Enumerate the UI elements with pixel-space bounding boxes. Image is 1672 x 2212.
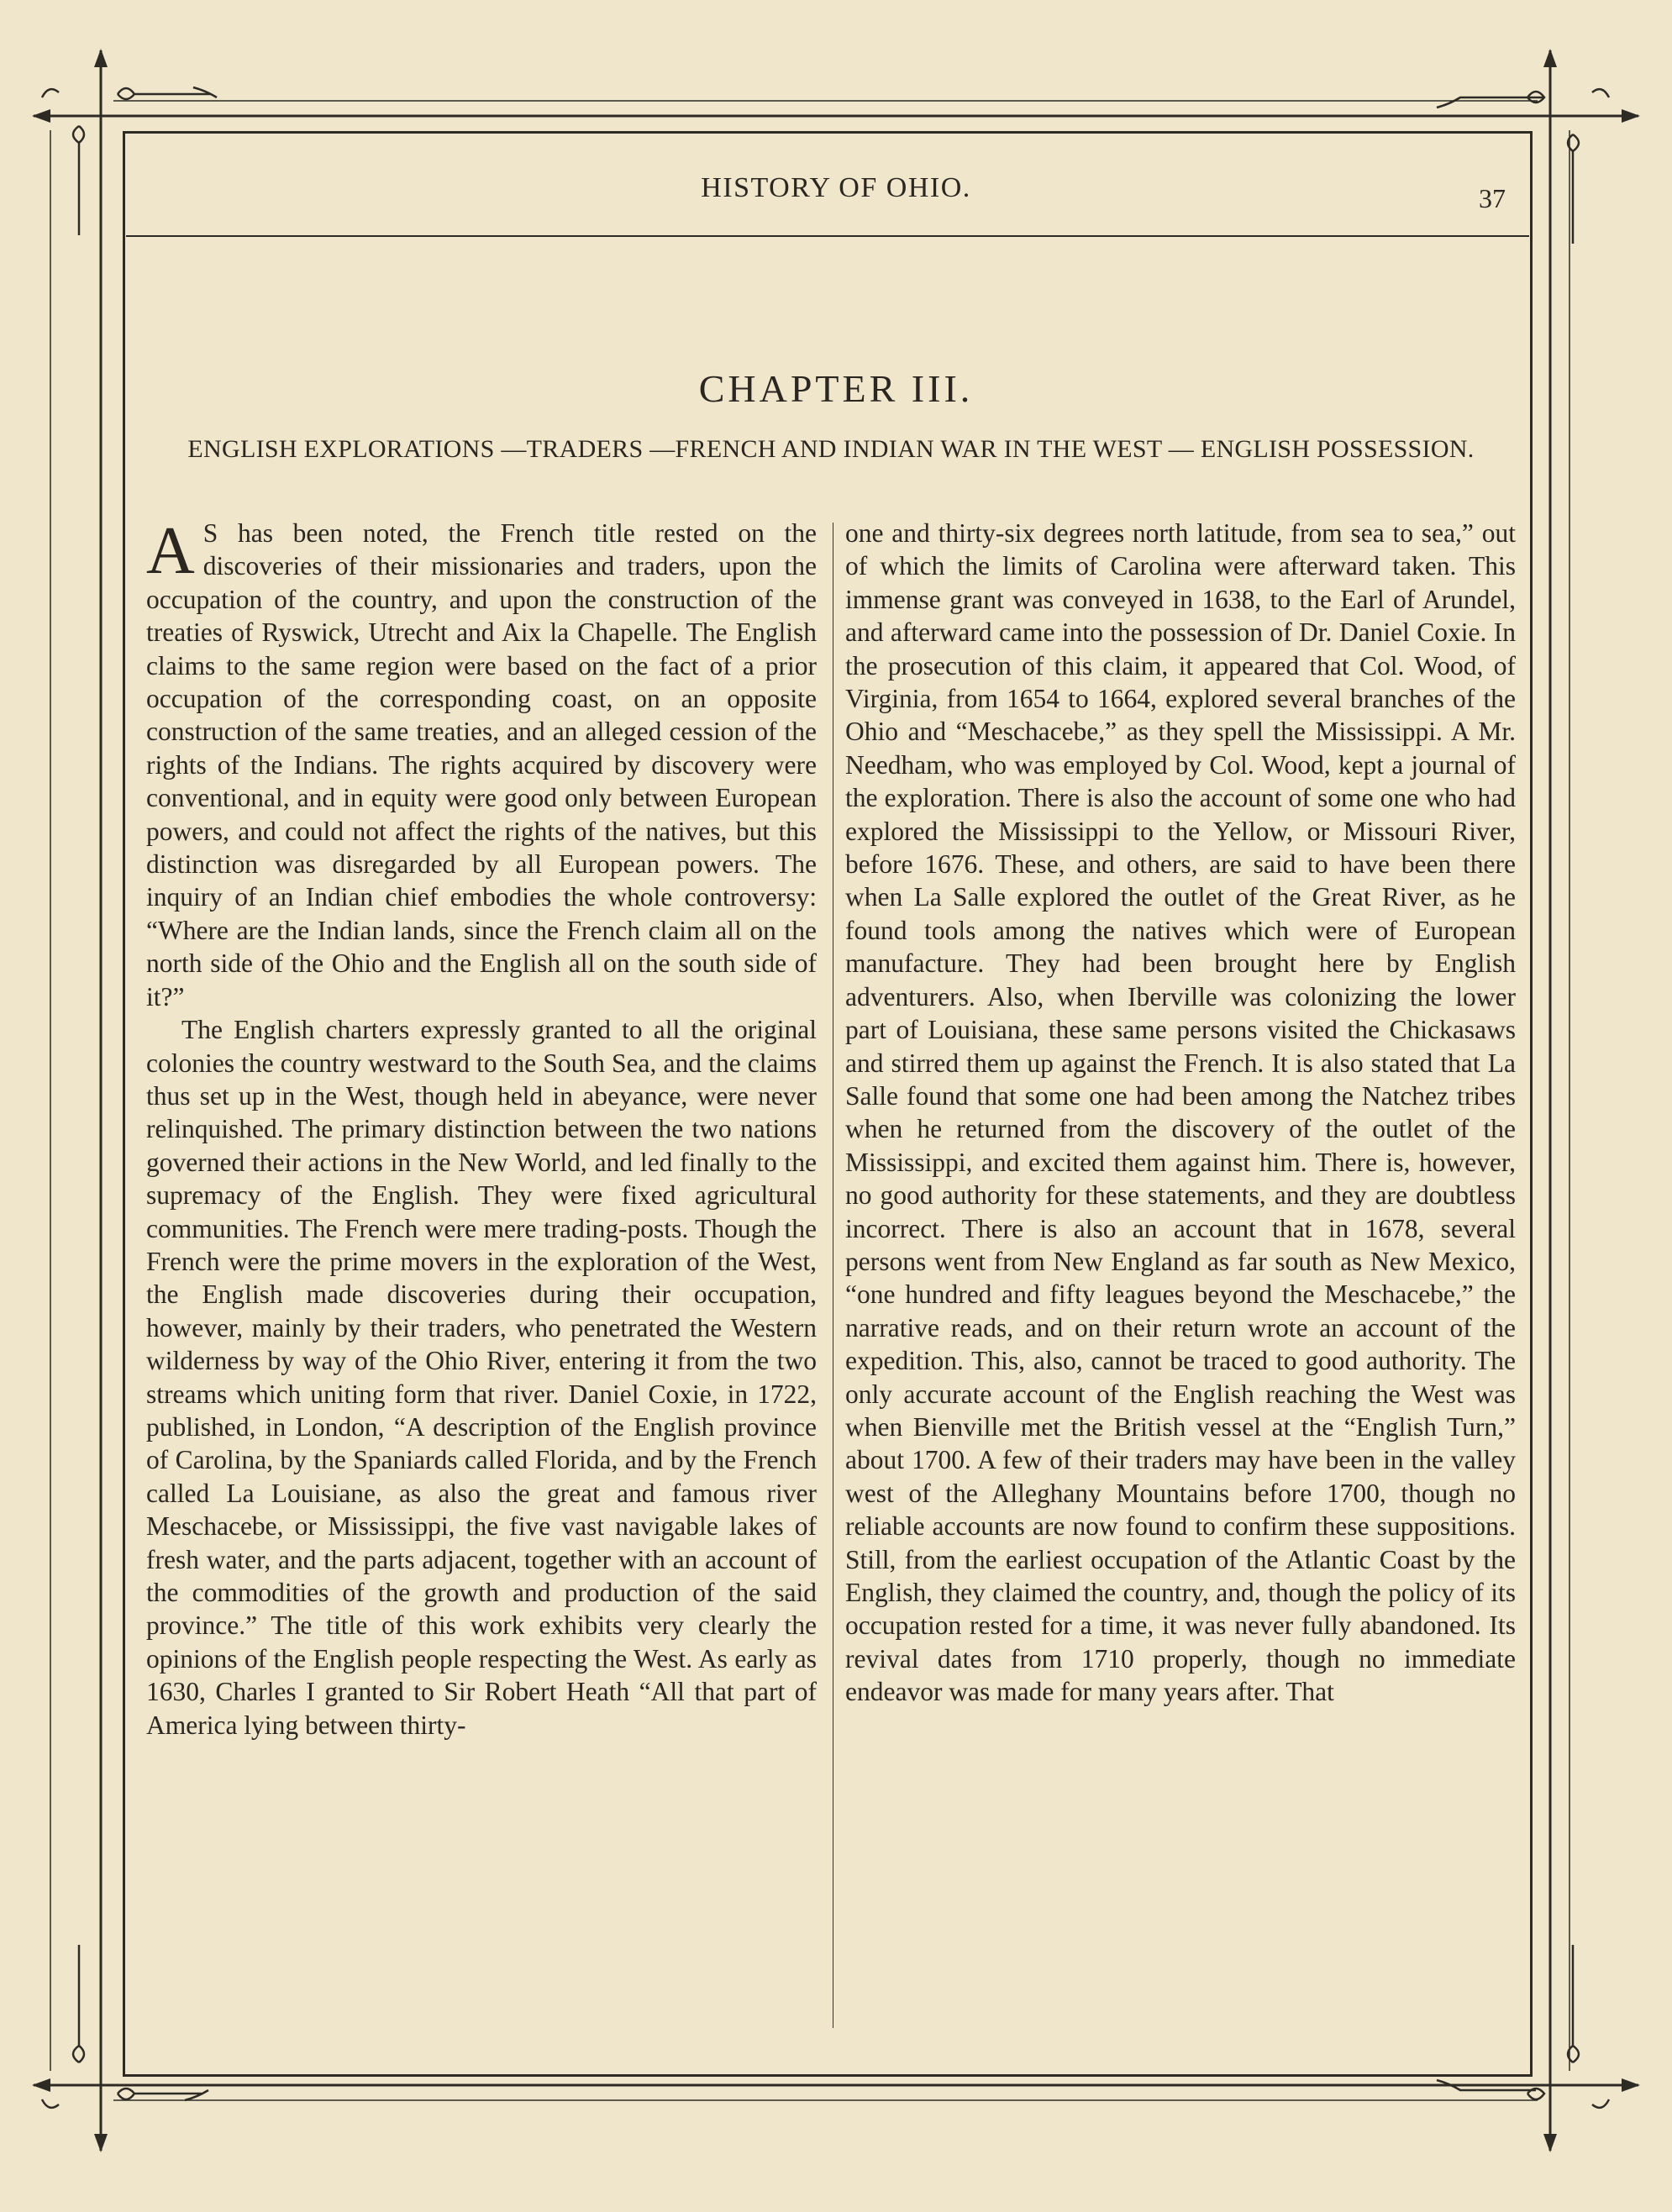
header-rule — [126, 235, 1529, 237]
chapter-subtitle: ENGLISH EXPLORATIONS —TRADERS —FRENCH AND INDIAN WAR IN THE WEST — ENGLISH POSSESSION. — [187, 435, 1475, 463]
paragraph: one and thirty-six degrees north latitude, from sea to sea,” out of which the limits of Carolina were afterward taken. This immense grant was conveyed in 1638, to the Earl of Arundel, and afterward came into the possession of Dr. Daniel Coxie. In the prosecution of this claim, it appeared that Col. Wood, of Virginia, from 1654 to 1664, explored several branches of the Ohio and “Meschacebe,” as they spell the Mississippi. A Mr. Needham, who was employed by Col. Wood, kept a journal of the exploration. There is also the account of some one who had explored the Mississippi to the Yellow, or Missouri River, before 1676. These, and others, are said to have been there when La Salle explored the outlet of the Great River, as he found tools among the natives which were of European manufacture. They had been brought here by English adventurers. Also, when Iberville was colonizing the lower part of Louisiana, these same persons visited the Chickasaws and stirred them up against the French. It is also stated that La Salle found that some one had been among the Natchez tribes when he returned from the discovery of the outlet of the Mississippi, and excited them against him. There is, however, no good authority for these statements, and they are doubtless incorrect. There is also an account that in 1678, several persons went from New England as far south as New Mexico, “one hundred and fifty leagues beyond the Meschacebe,” the narrative reads, and on their return wrote an account of the expedition. This, also, cannot be traced to good authority. The only accurate account of the English reaching the West was when Bienville met the British vessel at the “English Turn,” about 1700. A few of their traders may have been in the valley west of the Alleghany Mountains before 1700, though no reliable accounts are now found to confirm these suppositions. Still, from the earliest occupation of the Atlantic Coast by the English, they claimed the country, and, though the policy of its occupation rested for a time, it was never fully abandoned. Its revival dates from 1710 properly, though no immediate endeavor was made for many years after. That — [845, 518, 1516, 1707]
running-title: HISTORY OF OHIO. — [701, 172, 971, 203]
paragraph: The English charters expressly granted to all the original colonies the country westward to the South Sea, and the claims thus set up in the West, though held in abeyance, were never relinquished. The primary distinction between the two nations governed their actions in the New World, and led finally to the supremacy of the English. They were fixed agricultural communities. The French were mere trading-posts. Though the French were the prime movers in the exploration of the West, the English made discoveries during their occupation, however, mainly by their traders, who penetrated the Western wilderness by way of the Ohio River, entering it from the two streams which uniting form that river. Daniel Coxie, in 1722, published, in London, “A description of the English province of Carolina, by the Spaniards called Florida, and by the French called La Louisiane, as also the great and famous river Meschacebe, or Mississippi, the five vast navigable lakes of fresh water, and the parts adjacent, together with an account of the commodities of the growth and production of the said province.” The title of this work exhibits very clearly the opinions of the English people respecting the West. As early as 1630, Charles I granted to Sir Robert Heath “All that part of America lying between thirty- — [146, 1015, 817, 1740]
left-text-column — [146, 514, 817, 1742]
paragraph-text: S has been noted, the French title rested on the discoveries of their missionaries and traders, upon the occupation of the country, and upon the construction of the treaties of Ryswick, Utrecht and Aix la Chapelle. The English claims to the same region were based on the fact of a prior occupation of the corresponding coast, on an opposite construction of the same treaties, and an alleged cession of the rights of the Indians. The rights acquired by discovery were conventional, and in equity were good only between European powers, and could not affect the rights of the natives, but this distinction was disregarded by all European powers. The inquiry of an Indian chief embodies the whole controversy: “Where are the Indian lands, since the French claim all on the north side of the Ohio and the English all on the south side of it?” — [146, 518, 817, 1011]
page-number: 37 — [1479, 183, 1506, 213]
drop-cap: A — [146, 514, 195, 588]
chapter-title: CHAPTER III. — [698, 367, 974, 410]
right-text-column — [845, 517, 1516, 1709]
paragraph — [146, 514, 817, 1013]
